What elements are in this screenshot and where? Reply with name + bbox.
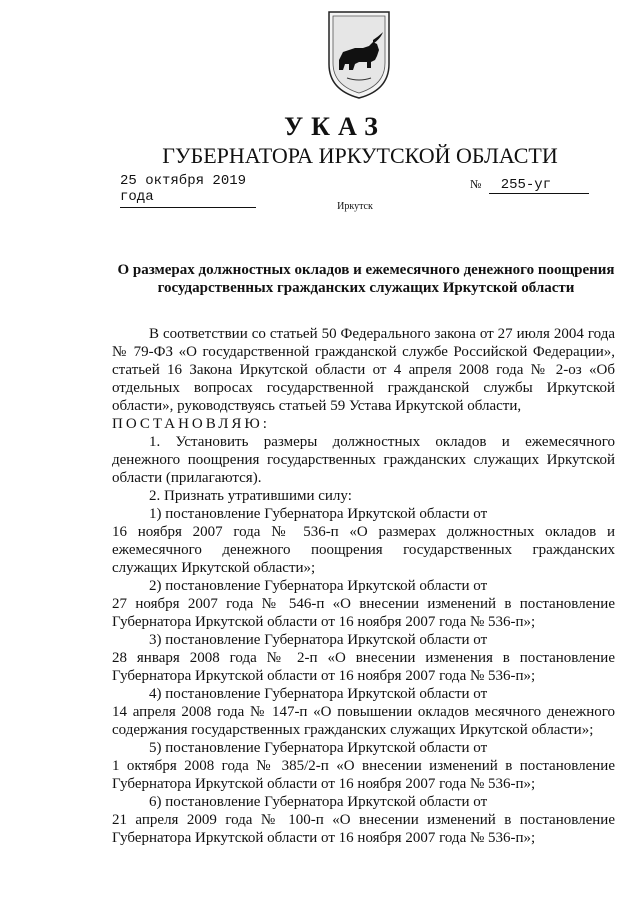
subitem-3-text: 28 января 2008 года № 2-п «О внесении изменения в постановление Губернатора Иркутской области от 16 ноября 2007 года № 536-п»;	[112, 650, 615, 684]
irkutsk-coat-of-arms-icon	[325, 8, 393, 100]
decree-date: 25 октября 2019 года	[120, 173, 256, 208]
subitem-2-text: 27 ноября 2007 года № 546-п «О внесении изменений в постановление Губернатора Иркутской области от 16 ноября 2007 года № 536-п»;	[112, 596, 615, 630]
subitem-6-lead: 6) постановление Губернатора Иркутской области от	[149, 794, 488, 810]
item-2-paragraph: 2. Признать утратившими силу:	[149, 488, 352, 504]
decree-number: 255-уг	[489, 177, 589, 194]
subitem-4-lead: 4) постановление Губернатора Иркутской области от	[149, 686, 488, 702]
document-body	[112, 325, 615, 847]
document-title-line-2: государственных гражданских служащих Иркутской области	[157, 280, 575, 296]
decree-number-block	[470, 176, 589, 194]
subitem-5-lead: 5) постановление Губернатора Иркутской области от	[149, 740, 488, 756]
decree-word: ПОСТАНОВЛЯЮ:	[112, 416, 270, 432]
item-1-paragraph: 1. Установить размеры должностных окладов и ежемесячного денежного поощрения государственных гражданских служащих Иркутской области (прилагаются).	[112, 434, 615, 486]
city-label: Иркутск	[337, 201, 373, 212]
document-title	[112, 261, 620, 297]
document-title-line-1: О размерах должностных окладов и ежемесячного денежного поощрения	[117, 262, 615, 278]
preamble-paragraph: В соответствии со статьей 50 Федерального закона от 27 июля 2004 года № 79-ФЗ «О государственной гражданской службе Российской Федерации», статьей 16 Закона Иркутской области от 4 апреля 2008 года № 2-оз «Об отдельных вопросах государственной гражданской службы Иркутской области», руководствуясь статьей 59 Устава Иркутской области,	[112, 326, 615, 414]
subitem-3-lead: 3) постановление Губернатора Иркутской области от	[149, 632, 488, 648]
subitem-4-text: 14 апреля 2008 года № 147-п «О повышении окладов месячного денежного содержания государственных гражданских служащих Иркутской области»;	[112, 704, 615, 738]
subitem-1-lead: 1) постановление Губернатора Иркутской области от	[149, 506, 488, 522]
decree-heading: УКАЗ	[284, 112, 386, 141]
subitem-1-text: 16 ноября 2007 года № 536-п «О размерах должностных окладов и ежемесячного денежного поощрения государственных гражданских служащих Иркутской области»;	[112, 524, 615, 576]
issuer-heading: ГУБЕРНАТОРА ИРКУТСКОЙ ОБЛАСТИ	[162, 143, 558, 168]
number-sign: №	[470, 177, 482, 191]
subitem-6-text: 21 апреля 2009 года № 100-п «О внесении изменений в постановление Губернатора Иркутской области от 16 ноября 2007 года № 536-п»;	[112, 812, 615, 846]
subitem-2-lead: 2) постановление Губернатора Иркутской области от	[149, 578, 488, 594]
subitem-5-text: 1 октября 2008 года № 385/2-п «О внесении изменений в постановление Губернатора Иркутской области от 16 ноября 2007 года № 536-п»;	[112, 758, 615, 792]
